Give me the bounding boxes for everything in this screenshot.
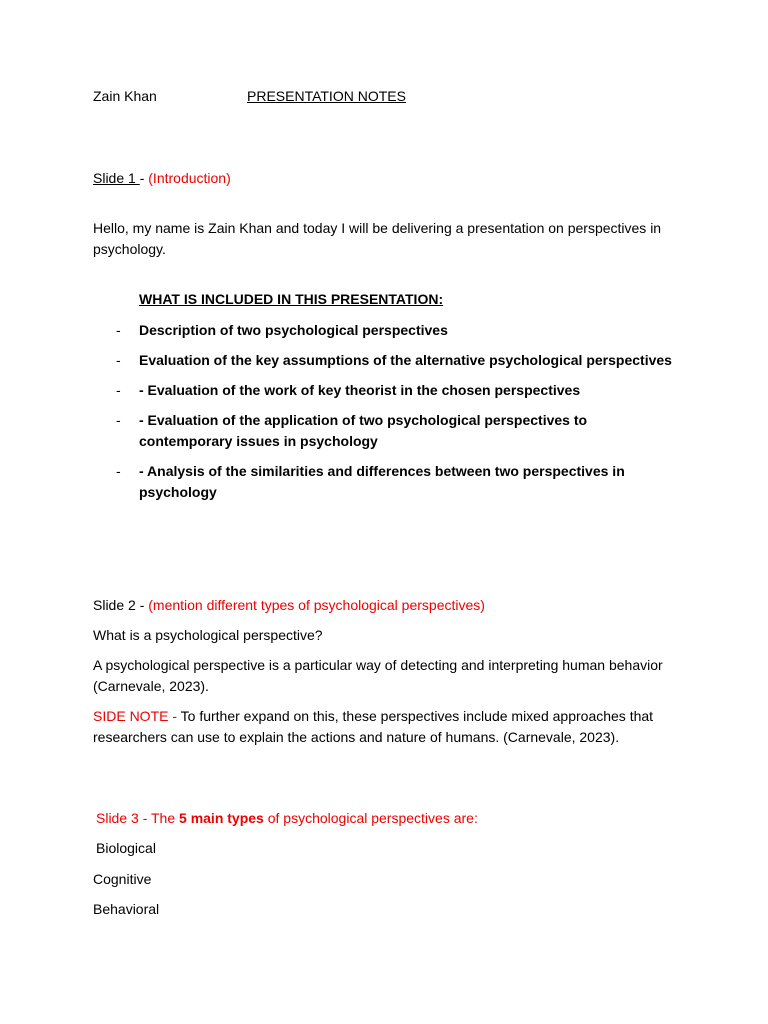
slide3-heading (96, 808, 478, 829)
side-note-text: To further expand on this, these perspectives include mixed approaches that researchers can use to explain the actions and nature of humans. (Carnevale, 2023). (93, 708, 654, 745)
slide1-topic: (Introduction) (148, 170, 231, 186)
slide1-intro: Hello, my name is Zain Khan and today I will be delivering a presentation on perspectives in psychology. (93, 220, 662, 257)
slide2-heading (93, 595, 485, 616)
document-title: PRESENTATION NOTES (247, 88, 406, 104)
slide3-tail: of psychological perspectives are: (263, 810, 478, 826)
bullet-dash: - (116, 463, 121, 479)
perspective-type: Biological (96, 840, 156, 856)
included-list (93, 320, 673, 512)
list-item: - - Evaluation of the application of two psychological perspectives to contemporary issues in psychology (116, 412, 588, 449)
list-item: - - Analysis of the similarities and differences between two perspectives in psychology (116, 463, 625, 500)
bullet-dash: - (116, 322, 121, 338)
slide1-label: Slide 1 (93, 170, 140, 186)
slide2-label: Slide 2 - (93, 597, 149, 613)
list-item: - Description of two psychological perspectives (93, 320, 673, 341)
slide2-definition: A psychological perspective is a particular way of detecting and interpreting human behavior (Carnevale, 2023). (93, 657, 663, 694)
slide1-heading (93, 168, 231, 189)
slide2-side-note (93, 706, 663, 748)
bullet-dash: - (116, 412, 121, 428)
author-name: Zain Khan (93, 88, 157, 104)
slide2-question: What is a psychological perspective? (93, 627, 323, 643)
slide3-emphasis: 5 main types (179, 810, 264, 826)
side-note-label: SIDE NOTE - (93, 708, 181, 724)
slide3-lead: Slide 3 - The (96, 810, 180, 826)
slide1-separator: - (139, 170, 149, 186)
bullet-dash: - (116, 382, 121, 398)
list-item: - - Evaluation of the work of key theorist in the chosen perspectives (93, 380, 673, 401)
perspective-type: Cognitive (93, 871, 152, 887)
list-item: - Evaluation of the key assumptions of the alternative psychological perspectives (93, 350, 673, 371)
included-heading: WHAT IS INCLUDED IN THIS PRESENTATION: (139, 291, 444, 307)
bullet-dash: - (116, 352, 121, 368)
slide2-topic: (mention different types of psychological perspectives) (148, 597, 485, 613)
perspective-type: Behavioral (93, 901, 160, 917)
